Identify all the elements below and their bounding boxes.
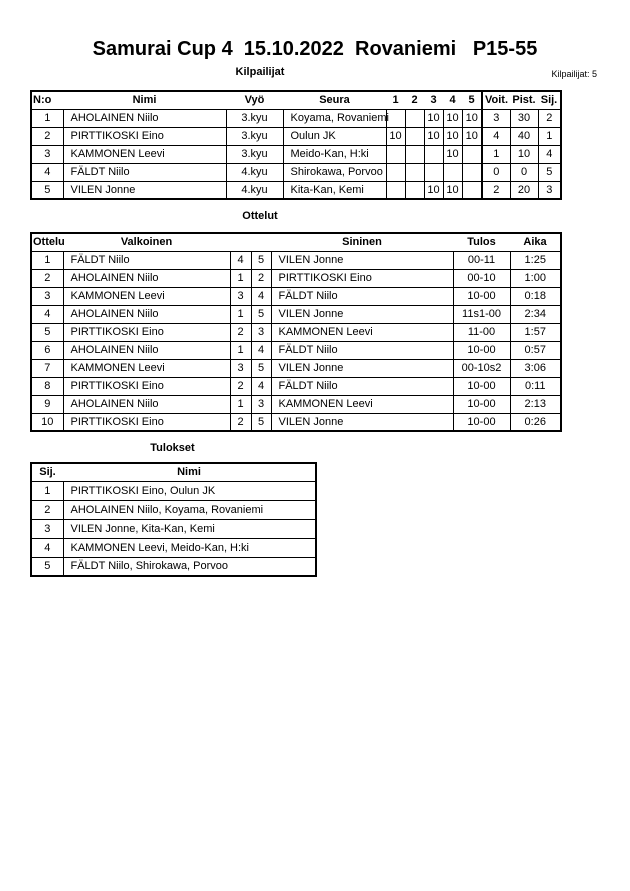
table-cell: 10 — [443, 109, 462, 127]
table-cell: 3 — [230, 359, 251, 377]
table-row — [31, 377, 561, 395]
table-cell: VILEN Jonne — [63, 181, 226, 199]
table-cell: 4 — [482, 127, 510, 145]
table-cell: 10-00 — [453, 377, 510, 395]
table-cell: Shirokawa, Porvoo — [283, 163, 386, 181]
table-cell — [462, 181, 482, 199]
col-header-5: 5 — [462, 91, 482, 109]
table-cell: 11s1-00 — [453, 305, 510, 323]
table-cell: 1 — [31, 251, 63, 269]
table-row — [31, 341, 561, 359]
table-cell: PIRTTIKOSKI Eino — [63, 323, 230, 341]
table-cell: KAMMONEN Leevi — [63, 145, 226, 163]
table-cell: 20 — [510, 181, 538, 199]
table-cell: 3.kyu — [226, 145, 283, 163]
col-header-blue-no — [251, 233, 271, 251]
table-row — [31, 127, 561, 145]
table-cell: 0:11 — [510, 377, 561, 395]
table-cell: 5 — [251, 251, 271, 269]
col-header-ottelu: Ottelu — [31, 233, 63, 251]
table-cell: FÄLDT Niilo, Shirokawa, Porvoo — [63, 557, 316, 576]
table-cell: 0:18 — [510, 287, 561, 305]
table-row — [31, 557, 316, 576]
table-cell: AHOLAINEN Niilo — [63, 341, 230, 359]
table-cell: VILEN Jonne — [271, 359, 453, 377]
table-row — [31, 251, 561, 269]
table-cell: VILEN Jonne — [271, 305, 453, 323]
table-cell — [424, 163, 443, 181]
table-cell: 1 — [482, 145, 510, 163]
table-cell: 2 — [230, 377, 251, 395]
table-cell: PIRTTIKOSKI Eino, Oulun JK — [63, 481, 316, 500]
table-cell: AHOLAINEN Niilo — [63, 305, 230, 323]
section-title-tulokset: Tulokset — [150, 442, 195, 454]
table-row — [31, 305, 561, 323]
table-cell: PIRTTIKOSKI Eino — [63, 413, 230, 431]
table-cell: 5 — [251, 359, 271, 377]
table-cell: 10-00 — [453, 395, 510, 413]
table-cell: AHOLAINEN Niilo — [63, 109, 226, 127]
section-title-kilpailijat: Kilpailijat — [235, 66, 285, 78]
table-cell: 4.kyu — [226, 181, 283, 199]
tulokset-table — [30, 462, 317, 577]
table-cell: 1:25 — [510, 251, 561, 269]
table-cell: 10 — [31, 413, 63, 431]
table-cell: 1 — [31, 481, 63, 500]
table-cell: 8 — [31, 377, 63, 395]
table-cell: 5 — [31, 323, 63, 341]
table-cell: 4.kyu — [226, 163, 283, 181]
table-row — [31, 359, 561, 377]
table-cell: 4 — [251, 341, 271, 359]
table-row — [31, 413, 561, 431]
table-cell: 4 — [251, 377, 271, 395]
table-cell: 3.kyu — [226, 127, 283, 145]
table-cell: Koyama, Rovaniemi — [283, 109, 386, 127]
table-cell: VILEN Jonne, Kita-Kan, Kemi — [63, 519, 316, 538]
table-cell: 2 — [31, 269, 63, 287]
table-cell: 00-10 — [453, 269, 510, 287]
table-cell: 2 — [31, 127, 63, 145]
table-cell: 3 — [482, 109, 510, 127]
table-cell: 3 — [31, 519, 63, 538]
table-row — [31, 287, 561, 305]
table-cell: FÄLDT Niilo — [271, 341, 453, 359]
table-cell — [405, 127, 424, 145]
table-cell: 3 — [31, 287, 63, 305]
table-cell: 7 — [31, 359, 63, 377]
col-header-sininen: Sininen — [271, 233, 453, 251]
table-row — [31, 145, 561, 163]
col-header-nimi: Nimi — [63, 463, 316, 481]
header-row — [31, 91, 561, 109]
table-cell: 2 — [31, 500, 63, 519]
table-cell: 3 — [31, 145, 63, 163]
table-cell: 2 — [230, 323, 251, 341]
table-cell: KAMMONEN Leevi — [63, 359, 230, 377]
table-cell: 10 — [443, 145, 462, 163]
table-cell: 1 — [538, 127, 561, 145]
table-cell: PIRTTIKOSKI Eino — [63, 377, 230, 395]
table-cell — [405, 109, 424, 127]
table-cell: 10 — [424, 109, 443, 127]
col-header-seura: Seura — [283, 91, 386, 109]
table-cell — [405, 181, 424, 199]
col-header-2: 2 — [405, 91, 424, 109]
table-cell: 10 — [386, 127, 405, 145]
table-row — [31, 323, 561, 341]
col-header-4: 4 — [443, 91, 462, 109]
col-header-tulos: Tulos — [453, 233, 510, 251]
table-cell: PIRTTIKOSKI Eino — [63, 127, 226, 145]
table-cell: 11-00 — [453, 323, 510, 341]
table-cell: 10-00 — [453, 287, 510, 305]
table-cell: KAMMONEN Leevi — [63, 287, 230, 305]
header-row — [31, 463, 316, 481]
table-cell: 10 — [443, 181, 462, 199]
table-cell: Meido-Kan, H:ki — [283, 145, 386, 163]
table-cell: 9 — [31, 395, 63, 413]
col-header-3: 3 — [424, 91, 443, 109]
table-cell: 1 — [230, 341, 251, 359]
table-cell — [405, 145, 424, 163]
table-cell: 2 — [230, 413, 251, 431]
table-cell: Kita-Kan, Kemi — [283, 181, 386, 199]
table-cell: 10-00 — [453, 341, 510, 359]
table-cell — [443, 163, 462, 181]
table-cell: 2 — [251, 269, 271, 287]
col-header-white-no — [230, 233, 251, 251]
table-cell: FÄLDT Niilo — [63, 251, 230, 269]
table-row — [31, 163, 561, 181]
table-cell: 1:57 — [510, 323, 561, 341]
table-cell: 5 — [251, 305, 271, 323]
table-row — [31, 481, 316, 500]
table-cell — [386, 163, 405, 181]
table-cell: 00-11 — [453, 251, 510, 269]
col-header-vyo: Vyö — [226, 91, 283, 109]
table-cell: 10 — [510, 145, 538, 163]
table-cell: KAMMONEN Leevi, Meido-Kan, H:ki — [63, 538, 316, 557]
table-cell: Oulun JK — [283, 127, 386, 145]
table-cell: 10 — [462, 127, 482, 145]
table-cell: 3 — [251, 323, 271, 341]
table-cell — [424, 145, 443, 163]
table-cell: 0 — [482, 163, 510, 181]
table-cell: KAMMONEN Leevi — [271, 395, 453, 413]
table-cell — [386, 181, 405, 199]
table-row — [31, 269, 561, 287]
ottelut-table — [30, 232, 562, 432]
table-cell: 0 — [510, 163, 538, 181]
table-cell: 3:06 — [510, 359, 561, 377]
table-row — [31, 500, 316, 519]
page-title: Samurai Cup 4 15.10.2022 Rovaniemi P15-55 — [92, 38, 538, 60]
table-cell: 0:57 — [510, 341, 561, 359]
table-cell: KAMMONEN Leevi — [271, 323, 453, 341]
table-cell: 3 — [251, 395, 271, 413]
table-cell: 6 — [31, 341, 63, 359]
table-cell: 10 — [424, 181, 443, 199]
table-cell: 10 — [424, 127, 443, 145]
table-row — [31, 181, 561, 199]
competitors-count: Kilpailijat: 5 — [551, 69, 597, 79]
table-cell: 5 — [251, 413, 271, 431]
table-cell: 0:26 — [510, 413, 561, 431]
table-cell: 40 — [510, 127, 538, 145]
table-cell: 10 — [443, 127, 462, 145]
col-header-voit: Voit. — [482, 91, 510, 109]
table-cell: 5 — [31, 557, 63, 576]
table-cell: 4 — [31, 305, 63, 323]
table-row — [31, 519, 316, 538]
table-row — [31, 109, 561, 127]
col-header-sij: Sij. — [538, 91, 561, 109]
table-cell: 3 — [230, 287, 251, 305]
table-cell: 5 — [31, 181, 63, 199]
table-cell: 2 — [482, 181, 510, 199]
table-cell: FÄLDT Niilo — [63, 163, 226, 181]
col-header-aika: Aika — [510, 233, 561, 251]
table-cell: 4 — [538, 145, 561, 163]
col-header-nimi: Nimi — [63, 91, 226, 109]
table-cell: AHOLAINEN Niilo — [63, 269, 230, 287]
kilpailijat-table — [30, 90, 562, 200]
table-cell: 2:34 — [510, 305, 561, 323]
table-cell: FÄLDT Niilo — [271, 377, 453, 395]
col-header-1: 1 — [386, 91, 405, 109]
table-cell: 1 — [230, 269, 251, 287]
table-cell: FÄLDT Niilo — [271, 287, 453, 305]
table-cell: 1 — [230, 395, 251, 413]
table-cell: 5 — [538, 163, 561, 181]
col-header-no: N:o — [31, 91, 63, 109]
section-title-ottelut: Ottelut — [242, 210, 278, 222]
table-cell: 4 — [230, 251, 251, 269]
table-cell: 10-00 — [453, 413, 510, 431]
table-cell: 2 — [538, 109, 561, 127]
table-cell: 3.kyu — [226, 109, 283, 127]
table-cell — [405, 163, 424, 181]
col-header-valkoinen: Valkoinen — [63, 233, 230, 251]
table-cell: 1 — [230, 305, 251, 323]
table-cell: 1 — [31, 109, 63, 127]
table-cell: VILEN Jonne — [271, 413, 453, 431]
table-row — [31, 395, 561, 413]
table-cell — [462, 163, 482, 181]
table-cell: 1:00 — [510, 269, 561, 287]
table-cell: 4 — [251, 287, 271, 305]
table-cell: 10 — [462, 109, 482, 127]
table-cell: AHOLAINEN Niilo — [63, 395, 230, 413]
table-row — [31, 538, 316, 557]
table-cell: PIRTTIKOSKI Eino — [271, 269, 453, 287]
table-cell: 4 — [31, 538, 63, 557]
table-cell: 3 — [538, 181, 561, 199]
table-cell: 30 — [510, 109, 538, 127]
table-cell — [386, 145, 405, 163]
table-cell: VILEN Jonne — [271, 251, 453, 269]
table-cell: AHOLAINEN Niilo, Koyama, Rovaniemi — [63, 500, 316, 519]
table-cell: 2:13 — [510, 395, 561, 413]
table-cell: 4 — [31, 163, 63, 181]
header-row — [31, 233, 561, 251]
col-header-sij: Sij. — [31, 463, 63, 481]
col-header-pist: Pist. — [510, 91, 538, 109]
table-cell — [462, 145, 482, 163]
table-cell: 00-10s2 — [453, 359, 510, 377]
